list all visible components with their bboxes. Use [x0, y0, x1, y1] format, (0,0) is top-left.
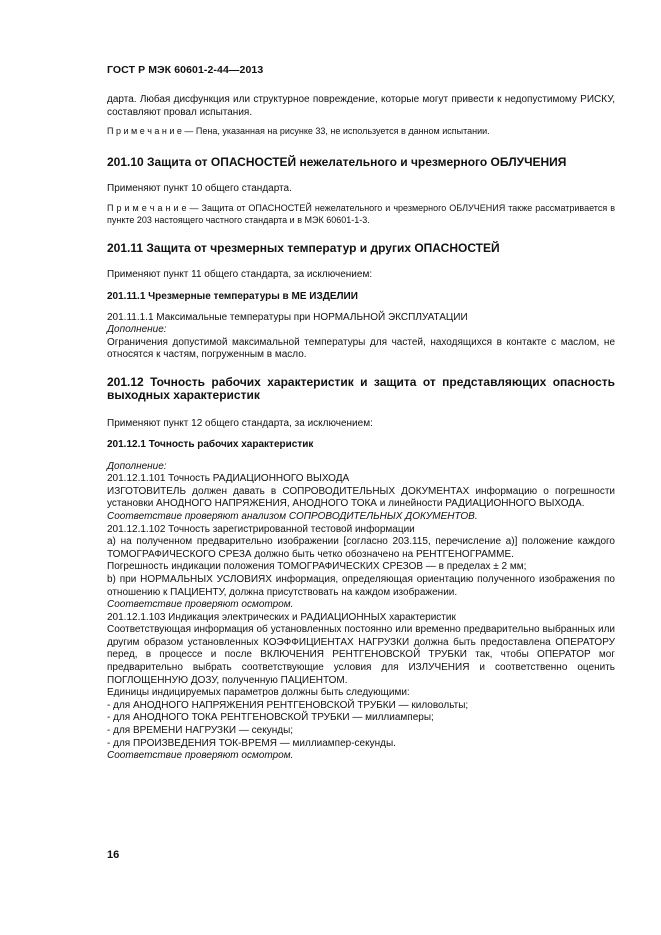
text-line: ИЗГОТОВИТЕЛЬ должен давать в СОПРОВОДИТЕЛЬНЫХ ДОКУМЕНТАХ информацию о погрешности установки АНОДНОГО НАПРЯЖЕНИЯ, АНОДНОГО ТОКА и линейности РАДИАЦИОННОГО ВЫХОДА.	[107, 485, 615, 510]
note-text: — Пена, указанная на рисунке 33, не используется в данном испытании.	[181, 126, 490, 137]
section-note-201-10	[107, 203, 615, 226]
note-label: П р и м е ч а н и е	[107, 203, 187, 214]
text-line: Соответствие проверяют осмотром.	[107, 750, 294, 762]
section-text-201-11: Применяют пункт 11 общего стандарта, за исключением:	[107, 269, 373, 280]
clause-list-201-12-1	[107, 461, 615, 763]
text-line: Соответствующая информация об установленных постоянно или временно предварительно выбранных или другим образом установленных КОЭФФИЦИЕНТАХ НАГРУЗКИ должна быть предоставлена ОПЕРАТОРУ перед, в процессе и после ВКЛЮЧЕНИЯ РЕНТГЕНОВСКОЙ ТРУБКИ так, чтобы ОПЕРАТОР мог предварительно выбрать соответствующие условия для ИЗЛУЧЕНИЯ и соответственно оценить ПОГЛОЩЕННУЮ ДОЗУ, полученную ПАЦИЕНТОМ.	[107, 624, 615, 686]
addition-label: Дополнение:	[107, 324, 167, 336]
note-label: П р и м е ч а н и е	[107, 126, 182, 137]
text-line: - для ВРЕМЕНИ НАГРУЗКИ — секунды;	[107, 725, 294, 737]
text-line: Единицы индицируемых параметров должны быть следующими:	[107, 687, 410, 699]
document-body	[107, 94, 615, 763]
text-line: 201.12.1.101 Точность РАДИАЦИОННОГО ВЫХОДА	[107, 473, 350, 485]
section-text-201-10: Применяют пункт 10 общего стандарта.	[107, 182, 292, 194]
note-text: — Защита от ОПАСНОСТЕЙ нежелательного и чрезмерного ОБЛУЧЕНИЯ также рассматривается в пункте 203 настоящего частного стандарта и в МЭК 60601-1-3.	[107, 203, 615, 225]
text-line: - для АНОДНОГО ТОКА РЕНТГЕНОВСКОЙ ТРУБКИ — миллиамперы;	[107, 712, 434, 724]
subsection-heading-201-12-1: 201.12.1 Точность рабочих характеристик	[107, 438, 314, 450]
intro-note	[107, 126, 615, 137]
intro-paragraph: дарта. Любая дисфункция или структурное повреждение, которые могут привести к недопустимому РИСКУ, составляют провал испытания.	[107, 94, 615, 118]
text-line: Соответствие проверяют анализом СОПРОВОДИТЕЛЬНЫХ ДОКУМЕНТОВ.	[107, 510, 478, 522]
page-number: 16	[107, 849, 120, 861]
text-line: 201.12.1.102 Точность зарегистрированной тестовой информации	[107, 523, 415, 535]
text-line: - для ПРОИЗВЕДЕНИЯ ТОК-ВРЕМЯ — миллиампер-секунды.	[107, 737, 396, 749]
text-line: 201.12.1.103 Индикация электрических и РАДИАЦИОННЫХ характеристик	[107, 611, 456, 623]
text-line: - для АНОДНОГО НАПРЯЖЕНИЯ РЕНТГЕНОВСКОЙ ТРУБКИ — киловольты;	[107, 699, 469, 711]
text-line: Соответствие проверяют осмотром.	[107, 599, 294, 611]
section-text-201-12: Применяют пункт 12 общего стандарта, за исключением:	[107, 417, 373, 429]
subsection-heading-201-11-1: 201.11.1 Чрезмерные температуры в МЕ ИЗДЕЛИИ	[107, 290, 358, 302]
section-heading-201-10: 201.10 Защита от ОПАСНОСТЕЙ нежелательного и чрезмерного ОБЛУЧЕНИЯ	[107, 154, 567, 169]
text-line: а) на полученном предварительно изображении [согласно 203.115, перечисление а)] положение каждого ТОМОГРАФИЧЕСКОГО СРЕЗА должно быть четко обозначено на РЕНТГЕНОГРАММЕ.	[107, 536, 615, 560]
clause-201-11-1-1: 201.11.1.1 Максимальные температуры при НОРМАЛЬНОЙ ЭКСПЛУАТАЦИИ	[107, 311, 468, 323]
text-line: b) при НОРМАЛЬНЫХ УСЛОВИЯХ информация, определяющая ориентацию полученного изображения по отношению к ПАЦИЕНТУ, должна присутствовать на каждом изображении.	[107, 573, 615, 598]
standard-header: ГОСТ Р МЭК 60601-2-44—2013	[107, 64, 264, 76]
text-line: Погрешность индикации положения ТОМОГРАФИЧЕСКИХ СРЕЗОВ — в пределах ± 2 мм;	[107, 561, 527, 573]
section-heading-201-12: 201.12 Точность рабочих характеристик и защита от представляющих опасность выходных характеристик	[107, 374, 615, 402]
section-heading-201-11: 201.11 Защита от чрезмерных температур и других ОПАСНОСТЕЙ	[107, 241, 500, 255]
addition-text: Ограничения допустимой максимальной температуры для частей, находящихся в контакте с маслом, не относятся к частям, погруженным в масло.	[107, 336, 615, 361]
text-line: Дополнение:	[107, 460, 167, 472]
